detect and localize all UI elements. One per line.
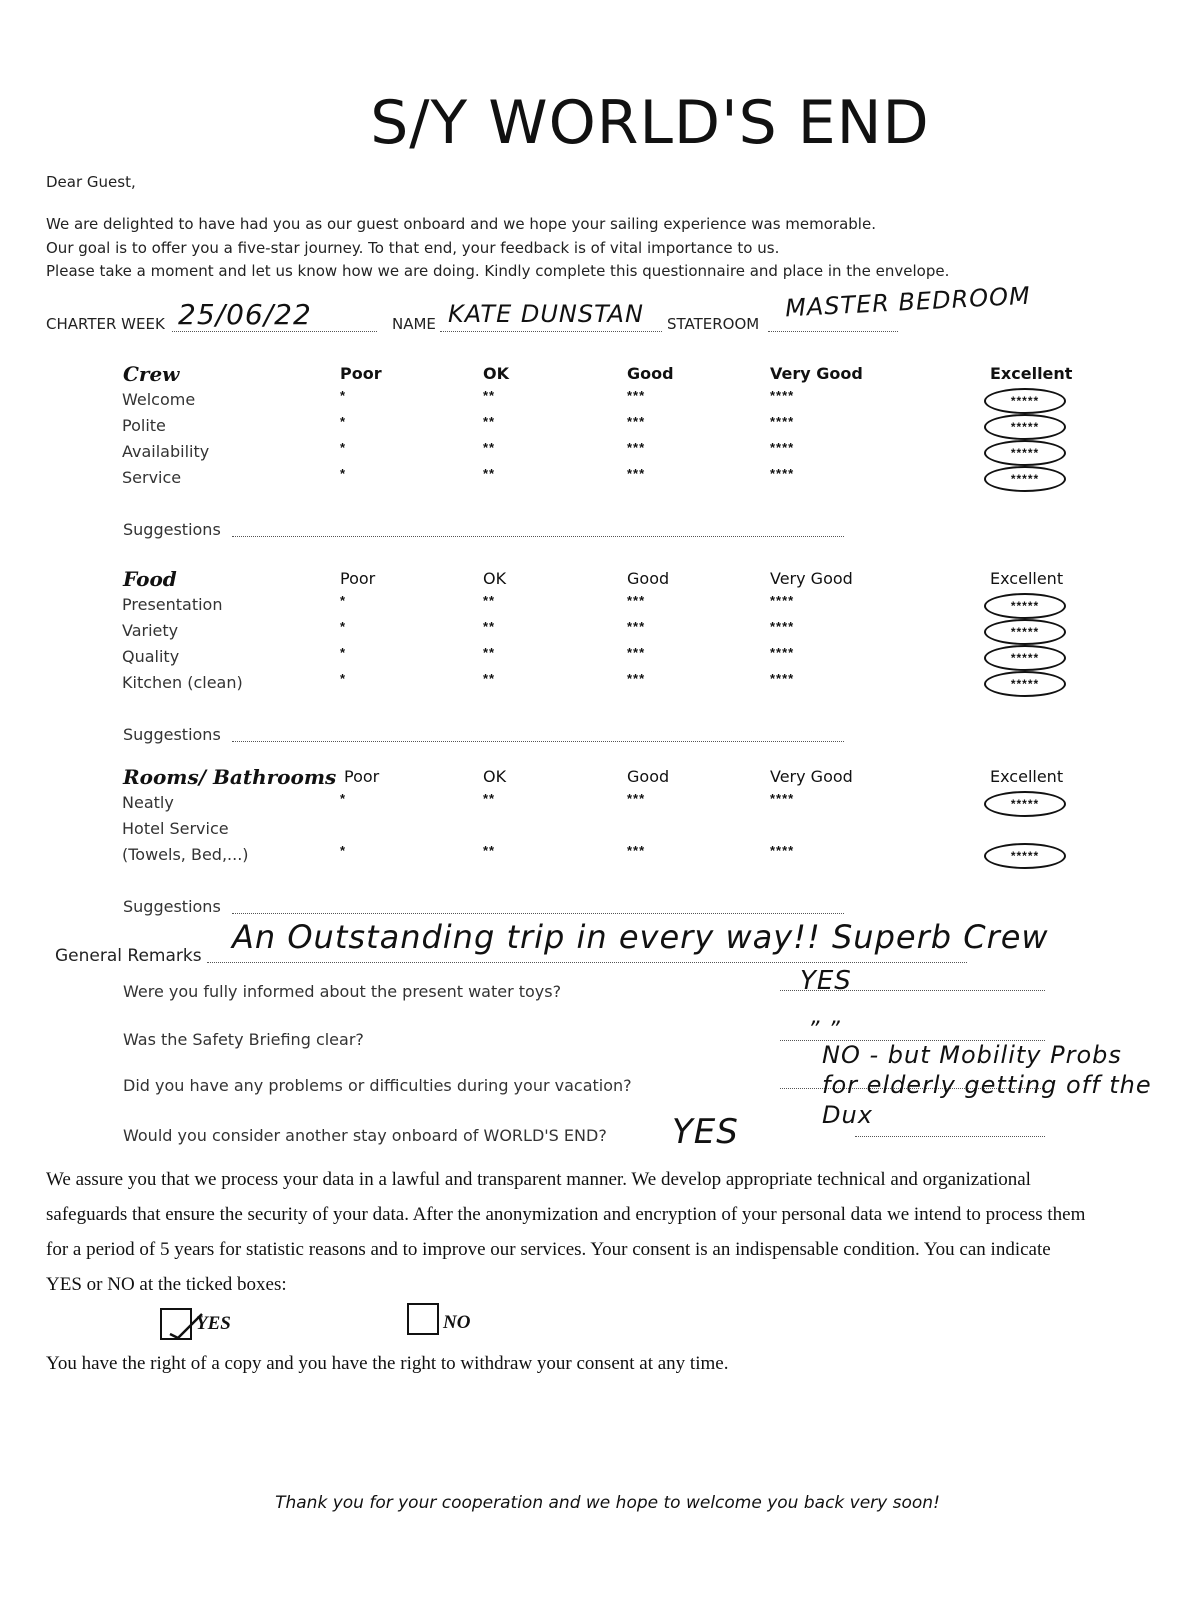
rating-option-excellent[interactable]: ***** (984, 671, 1066, 697)
rating-header-excellent: Excellent (990, 767, 1064, 786)
rating-option-very-good[interactable]: **** (770, 414, 795, 429)
rating-option-poor[interactable]: * (340, 440, 347, 455)
footer-thanks: Thank you for your cooperation and we hope to welcome you back very soon! (275, 1493, 940, 1513)
rating-option-excellent[interactable]: ***** (984, 440, 1066, 466)
intro-line-2: Our goal is to offer you a five-star journey. To that end, your feedback is of vital importance to us. (46, 239, 780, 257)
privacy-line-2: safeguards that ensure the security of your data. After the anonymization and encryption of your personal data we intend to process them (46, 1204, 1086, 1225)
rating-option-good[interactable]: *** (627, 414, 646, 429)
rating-option-poor[interactable]: * (340, 645, 347, 660)
rating-item-label: Kitchen (clean) (122, 673, 243, 692)
rating-option-very-good[interactable]: **** (770, 466, 795, 481)
rating-header-poor: Poor (344, 767, 380, 786)
rating-option-good[interactable]: *** (627, 619, 646, 634)
rating-item-label: Presentation (122, 595, 223, 614)
question-3-answer[interactable]: NO - but Mobility Probs for elderly getting off the Dux (822, 1041, 1152, 1129)
rating-option-very-good[interactable]: **** (770, 843, 795, 858)
charter-week-label: CHARTER WEEK (46, 315, 165, 333)
section-title: Crew (123, 362, 180, 386)
rating-option-good[interactable]: *** (627, 440, 646, 455)
privacy-text (46, 1162, 1166, 1302)
rating-option-good[interactable]: *** (627, 645, 646, 660)
rating-option-poor[interactable]: * (340, 593, 347, 608)
rating-option-excellent[interactable]: ***** (984, 791, 1066, 817)
rating-item-label: Quality (122, 647, 180, 666)
question-1-answer[interactable]: YES (800, 966, 852, 996)
rating-item-label: (Towels, Bed,...) (122, 845, 249, 864)
rating-option-ok[interactable]: ** (483, 843, 496, 858)
suggestions-input[interactable] (232, 536, 844, 537)
rating-option-poor[interactable]: * (340, 388, 347, 403)
rating-option-poor[interactable]: * (340, 791, 347, 806)
intro-line-3: Please take a moment and let us know how we are doing. Kindly complete this questionnaire and place in the envelope. (46, 262, 950, 280)
rating-option-ok[interactable]: ** (483, 645, 496, 660)
section-title: Rooms/ Bathrooms (123, 765, 337, 789)
question-4-line (855, 1136, 1045, 1137)
rating-option-poor[interactable]: * (340, 414, 347, 429)
privacy-line-1: We assure you that we process your data in a lawful and transparent manner. We develop appropriate technical and organizational (46, 1169, 1031, 1190)
charter-week-line (172, 331, 377, 332)
consent-no-checkbox[interactable] (407, 1303, 439, 1335)
privacy-line-4: YES or NO at the ticked boxes: (46, 1274, 287, 1295)
rating-option-good[interactable]: *** (627, 671, 646, 686)
rating-option-good[interactable]: *** (627, 466, 646, 481)
name-field[interactable]: KATE DUNSTAN (448, 300, 644, 328)
section-title: Food (123, 567, 177, 591)
rating-option-ok[interactable]: ** (483, 791, 496, 806)
rating-option-excellent[interactable]: ***** (984, 466, 1066, 492)
general-remarks-field[interactable]: An Outstanding trip in every way!! Superb Crew (232, 918, 1049, 956)
rating-header-very-good: Very Good (770, 364, 863, 383)
rating-item-label: Neatly (122, 793, 174, 812)
form-title: S/Y WORLD'S END (370, 88, 930, 158)
suggestions-label: Suggestions (123, 520, 221, 539)
rating-header-poor: Poor (340, 569, 376, 588)
rating-option-very-good[interactable]: **** (770, 593, 795, 608)
rating-option-ok[interactable]: ** (483, 388, 496, 403)
rating-item-label: Hotel Service (122, 819, 229, 838)
rating-option-ok[interactable]: ** (483, 466, 496, 481)
rating-header-poor: Poor (340, 364, 382, 383)
rating-option-very-good[interactable]: **** (770, 388, 795, 403)
rating-option-good[interactable]: *** (627, 791, 646, 806)
rating-header-excellent: Excellent (990, 569, 1064, 588)
rating-header-ok: OK (483, 569, 507, 588)
charter-week-field[interactable]: 25/06/22 (178, 298, 312, 331)
rating-item-label: Variety (122, 621, 179, 640)
suggestions-input[interactable] (232, 913, 844, 914)
rating-option-ok[interactable]: ** (483, 414, 496, 429)
rating-option-very-good[interactable]: **** (770, 645, 795, 660)
consent-yes-label: YES (196, 1313, 231, 1334)
suggestions-label: Suggestions (123, 897, 221, 916)
greeting: Dear Guest, (46, 173, 136, 191)
suggestions-label: Suggestions (123, 725, 221, 744)
rating-option-excellent[interactable]: ***** (984, 843, 1066, 869)
consent-yes-checkbox[interactable] (160, 1308, 192, 1340)
question-1: Were you fully informed about the present water toys? (123, 982, 562, 1001)
rating-item-label: Service (122, 468, 182, 487)
rating-option-excellent[interactable]: ***** (984, 619, 1066, 645)
rating-option-ok[interactable]: ** (483, 440, 496, 455)
rating-header-excellent: Excellent (990, 364, 1073, 383)
rating-header-very-good: Very Good (770, 569, 853, 588)
rating-option-good[interactable]: *** (627, 388, 646, 403)
rating-header-good: Good (627, 364, 674, 383)
rights-text: You have the right of a copy and you have the right to withdraw your consent at any time. (46, 1353, 729, 1374)
rating-header-good: Good (627, 569, 670, 588)
rating-item-label: Polite (122, 416, 166, 435)
question-2: Was the Safety Briefing clear? (123, 1030, 364, 1049)
name-label: NAME (392, 315, 436, 333)
rating-option-poor[interactable]: * (340, 619, 347, 634)
rating-option-very-good[interactable]: **** (770, 671, 795, 686)
question-4: Would you consider another stay onboard of WORLD'S END? (123, 1126, 607, 1145)
rating-option-excellent[interactable]: ***** (984, 414, 1066, 440)
rating-option-good[interactable]: *** (627, 843, 646, 858)
rating-header-very-good: Very Good (770, 767, 853, 786)
rating-item-label: Welcome (122, 390, 196, 409)
consent-no-label: NO (443, 1312, 471, 1333)
rating-header-ok: OK (483, 364, 509, 383)
rating-item-label: Availability (122, 442, 210, 461)
rating-option-excellent[interactable]: ***** (984, 645, 1066, 671)
general-remarks-line (207, 962, 967, 963)
name-line (440, 331, 662, 332)
general-remarks-label: General Remarks (55, 946, 202, 966)
question-3: Did you have any problems or difficulties during your vacation? (123, 1076, 632, 1095)
question-2-answer[interactable]: ” ” (808, 1018, 841, 1043)
rating-option-good[interactable]: *** (627, 593, 646, 608)
suggestions-input[interactable] (232, 741, 844, 742)
rating-header-ok: OK (483, 767, 507, 786)
stateroom-field[interactable]: MASTER BEDROOM (784, 281, 1032, 323)
rating-option-poor[interactable]: * (340, 843, 347, 858)
rating-option-poor[interactable]: * (340, 671, 347, 686)
rating-option-very-good[interactable]: **** (770, 619, 795, 634)
rating-option-ok[interactable]: ** (483, 671, 496, 686)
rating-option-very-good[interactable]: **** (770, 440, 795, 455)
rating-header-good: Good (627, 767, 670, 786)
stateroom-line (768, 331, 898, 332)
rating-option-ok[interactable]: ** (483, 619, 496, 634)
stateroom-label: STATEROOM (667, 315, 760, 333)
rating-option-very-good[interactable]: **** (770, 791, 795, 806)
rating-option-poor[interactable]: * (340, 466, 347, 481)
rating-option-ok[interactable]: ** (483, 593, 496, 608)
intro-line-1: We are delighted to have had you as our guest onboard and we hope your sailing experience was memorable. (46, 215, 876, 233)
question-4-answer[interactable]: YES (672, 1112, 739, 1152)
privacy-line-3: for a period of 5 years for statistic reasons and to improve our services. Your consent is an indispensable condition. You can indicate (46, 1239, 1051, 1260)
rating-option-excellent[interactable]: ***** (984, 388, 1066, 414)
rating-option-excellent[interactable]: ***** (984, 593, 1066, 619)
